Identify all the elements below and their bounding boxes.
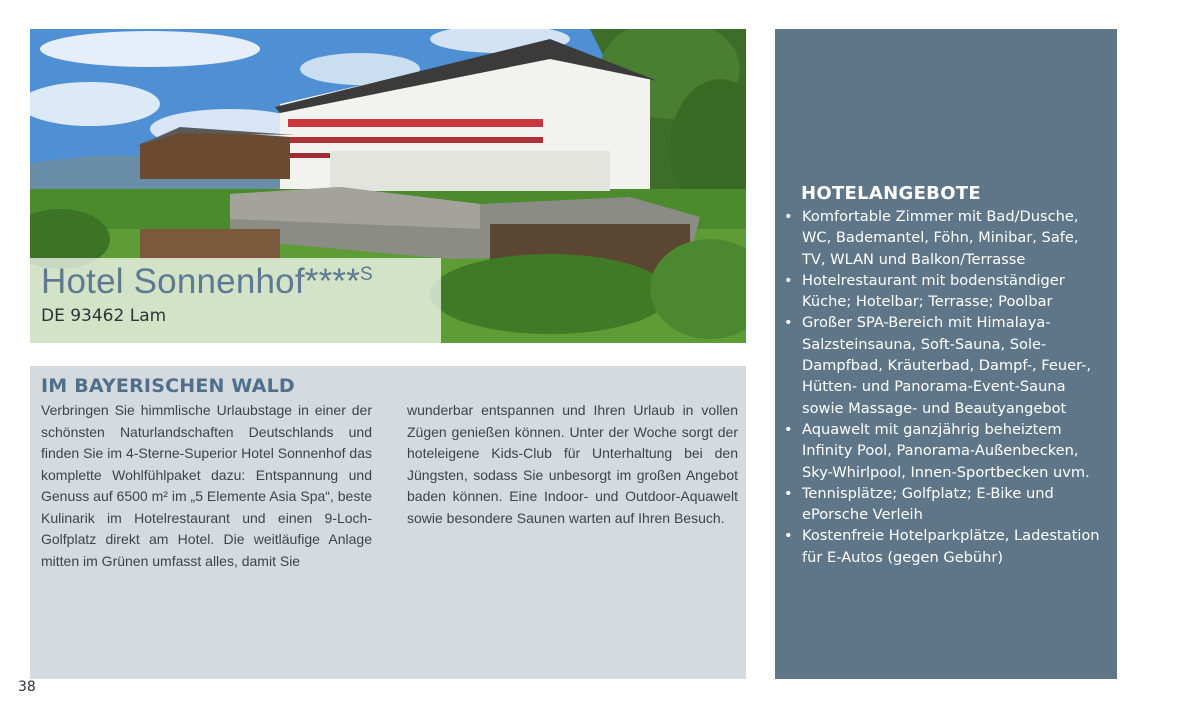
- offer-item: [784, 525, 1104, 568]
- offer-item: [784, 206, 1104, 270]
- bullet-icon: •: [784, 208, 793, 225]
- bullet-icon: •: [784, 271, 793, 289]
- bullet-icon: •: [784, 314, 793, 332]
- offers-list: [784, 206, 1104, 568]
- offer-item-text: Kostenfreie Hotelparkplätze, Ladestation für E-Autos (gegen Gebühr): [802, 527, 1100, 566]
- intro-text-right: wunderbar entspannen und Ihren Urlaub in vollen Zügen genießen können. Unter der Woche sorgt der hoteleigene Kids-Club für Unterhaltung bei den Jüngsten, sodass Sie unbesorgt im großen Angebot baden können. Eine Indoor- und Outdoor-Aquawelt sowie besondere Saunen warten auf Ihren Besuch.: [407, 402, 738, 526]
- offer-item-text: Tennisplätze; Golfplatz; E-Bike und ePorsche Verleih: [802, 484, 1054, 524]
- offer-item: [784, 312, 1104, 418]
- offer-item: [784, 270, 1104, 313]
- hotel-name-text: Hotel Sonnenhof****: [41, 262, 361, 301]
- offer-item-text: Komfortable Zimmer mit Bad/Dusche, WC, Bademantel, Föhn, Minibar, Safe, TV, WLAN und Balkon/Terrasse: [802, 208, 1079, 268]
- hotel-location: DE 93462 Lam: [41, 306, 167, 326]
- intro-text-left: Verbringen Sie himmlische Urlaubstage in einer der schönsten Naturlandschaften Deutschlands und finden Sie im 4-Sterne-Superior Hotel Sonnenhof das komplette Wohlfühlpaket dazu: Entspannung und Genuss auf 6500 m² im „5 Elemente Asia Spa“, beste Kulinarik im Hotelrestaurant und einen 9-Loch-Golfplatz direkt am Hotel. Die weitläufige Anlage mitten im Grünen umfasst alles, damit Sie: [41, 402, 372, 569]
- superior-mark: S: [360, 264, 373, 285]
- offer-item: [784, 419, 1104, 483]
- offer-item-text: Großer SPA-Bereich mit Himalaya-Salzsteinsauna, Soft-Sauna, Sole-Dampfbad, Kräuterbad, Dampf-, Feuer-, Hütten- und Panorama-Event-Sauna sowie Massage- und Beautyangebot: [802, 314, 1092, 417]
- offers-heading: HOTELANGEBOTE: [801, 183, 981, 204]
- hotel-name: [41, 262, 373, 302]
- offer-item: [784, 483, 1104, 526]
- bullet-icon: •: [784, 420, 793, 438]
- offer-item-text: Hotelrestaurant mit bodenständiger Küche; Hotelbar; Terrasse; Poolbar: [802, 271, 1065, 311]
- bullet-icon: •: [784, 484, 793, 502]
- page-number: 38: [18, 679, 36, 695]
- offer-item-text: Aquawelt mit ganzjährig beheiztem Infinity Pool, Panorama-Außenbecken, Sky-Whirlpool, Innen-Sportbecken uvm.: [802, 420, 1090, 481]
- bullet-icon: •: [784, 527, 793, 545]
- intro-heading: IM BAYERISCHEN WALD: [41, 375, 295, 397]
